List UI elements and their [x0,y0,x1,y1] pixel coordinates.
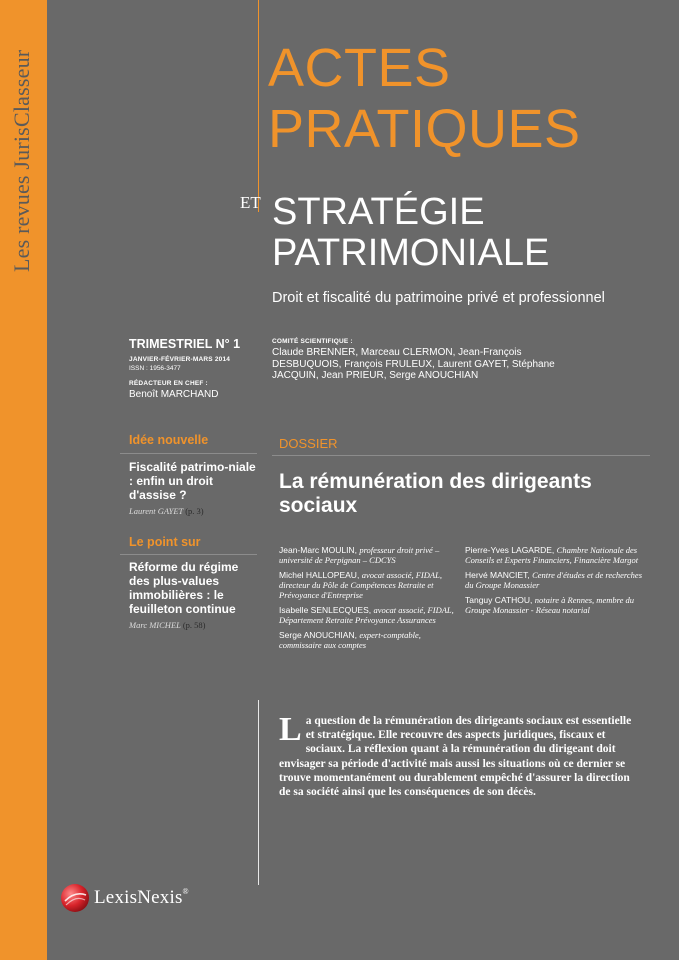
author-role: Centre d'études et de recherches du Groupe Monassier [465,570,643,590]
author-role: Chambre Nationale des Conseils et Experts Financiers, Financière Margot [465,545,639,565]
author-entry [465,570,647,590]
author-name: Tanguy CATHOU, [465,595,533,605]
author-entry [465,595,647,615]
lexisnexis-globe-icon [60,883,90,913]
title-actes: ACTES [268,38,451,98]
intro-text: a question de la rémunération des dirigeants sociaux est essentielle et stratégique. Elle recouvre des aspects juridiques, fiscaux et sociaux. La réflexion quant à la rémunération du dirigeant doit envisager sa période d'activité mais aussi les situations où ce dernier se trouve momentanément ou durablement empêché d'assurer la direction de sa société ainsi que les conséquences de son décès. [279,715,632,799]
author-role: expert-comptable, commissaire aux comptes [279,630,421,650]
publisher-wordmark: LexisNexis [94,887,183,908]
article-author [129,620,206,630]
author-role: professeur droit privé – université de Perpignan – CDCYS [279,545,440,565]
author-name: Michel HALLOPEAU, [279,570,360,580]
editor-name: Benoît MARCHAND [129,389,219,400]
editor-label: RÉDACTEUR EN CHEF : [129,380,208,387]
title-pratiques: PRATIQUES [268,99,581,159]
committee-members: Claude BRENNER, Marceau CLERMON, Jean-François DESBUQUOIS, François FRULEUX, Laurent GAYET, Stéphane JACQUIN, Jean PRIEUR, Serge ANOUCHIAN [272,347,555,381]
author-entry [279,630,461,650]
dossier-title: La rémunération des dirigeants sociaux [279,470,592,517]
article-title: Fiscalité patrimo-niale : enfin un droit d'assise ? [129,460,256,502]
author-role: avocat associé, FIDAL, directeur du Pôle de Compétences Retraite et Prévoyance d'Entreprise [279,570,442,600]
dossier-label: DOSSIER [279,436,338,451]
collection-name: Les revues JurisClasseur [9,49,34,272]
journal-subtitle: Droit et fiscalité du patrimoine privé et professionnel [272,290,605,306]
dossier-intro [279,711,641,799]
section-rule [120,453,257,454]
title-divider [258,0,259,212]
author-name: Pierre-Yves LAGARDE, [465,545,555,555]
page-ref: (p. 58) [182,620,206,630]
publisher-logo [60,883,189,913]
author-name: Serge ANOUCHIAN, [279,630,357,640]
title-strategie: STRATÉGIE [272,191,485,233]
title-connector: ET [240,193,261,212]
section-label-le-point-sur: Le point sur [129,535,201,549]
committee-label: COMITÉ SCIENTIFIQUE : [272,338,353,345]
article-title: Réforme du régime des plus-values immobilières : le feuilleton continue [129,560,239,616]
author-entry [465,545,647,565]
author-role: avocat associé, FIDAL, Département Retraite Prévoyance Assurances [279,605,454,625]
author-name: Laurent GAYET [129,506,184,516]
author-name: Jean-Marc MOULIN, [279,545,357,555]
dossier-rule [272,455,650,456]
registered-mark: ® [182,887,189,896]
drop-cap: L [279,711,302,748]
issue-number: TRIMESTRIEL N° 1 [129,337,241,351]
page-ref: (p. 3) [185,506,204,516]
section-label-idee-nouvelle: Idée nouvelle [129,433,209,447]
title-patrimoniale: PATRIMONIALE [272,232,550,274]
author-entry [279,570,461,600]
intro-divider [258,700,259,885]
publisher-name [94,887,189,909]
author-entry [279,605,461,625]
author-name: Hervé MANCIET, [465,570,530,580]
issn: ISSN : 1956-3477 [129,365,181,372]
author-name: Marc MICHEL [129,620,181,630]
section-rule [120,554,257,555]
author-name: Isabelle SENLECQUES, [279,605,372,615]
issue-date: JANVIER-FÉVRIER-MARS 2014 [129,356,231,363]
collection-band [0,0,47,960]
author-role: notaire à Rennes, membre du Groupe Monassier - Réseau notarial [465,595,634,615]
author-entry [279,545,461,565]
article-author [129,506,204,516]
authors-right [465,545,647,620]
authors-left [279,545,461,655]
